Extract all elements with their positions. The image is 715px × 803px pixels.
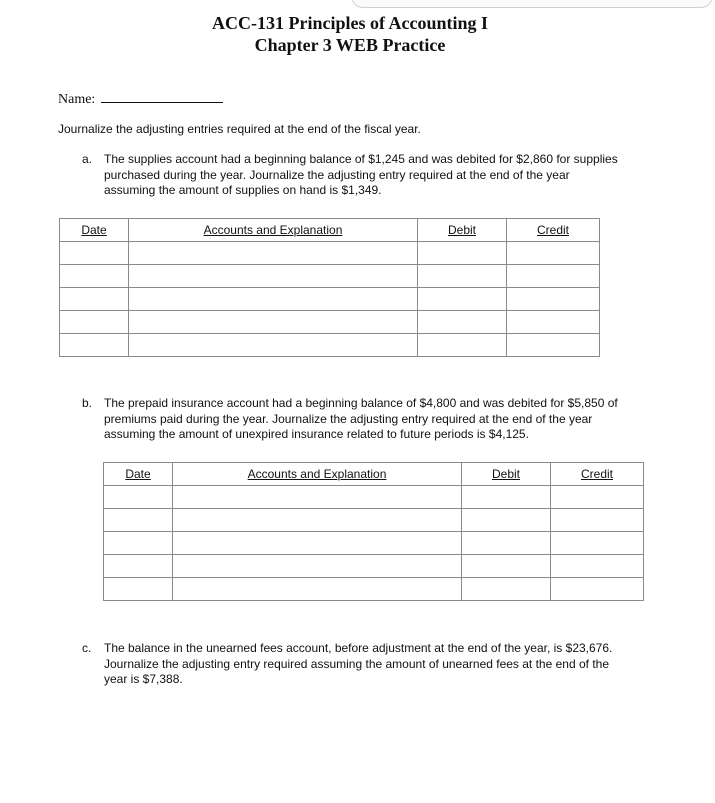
date-cell[interactable]	[60, 334, 129, 357]
debit-cell[interactable]	[462, 555, 551, 578]
problem-letter: b.	[82, 396, 93, 410]
debit-cell[interactable]	[418, 265, 507, 288]
page-subtitle: Chapter 3 WEB Practice	[254, 35, 446, 55]
header-accounts: Accounts and Explanation	[173, 463, 462, 486]
table-row	[104, 509, 644, 532]
header-date: Date	[60, 219, 129, 242]
page-title: ACC-131 Principles of Accounting I	[212, 13, 488, 33]
account-cell[interactable]	[129, 265, 418, 288]
problem-letter: c.	[82, 641, 92, 655]
date-cell[interactable]	[60, 242, 129, 265]
table-row	[60, 311, 600, 334]
table-row	[60, 242, 600, 265]
header-debit: Debit	[462, 463, 551, 486]
problem-line: purchased during the year. Journalize the adjusting entry required at the end of the year	[104, 167, 570, 182]
window-corner-tab	[351, 0, 713, 8]
credit-cell[interactable]	[507, 242, 600, 265]
journal-table-a	[59, 218, 600, 357]
table-row	[104, 578, 644, 601]
credit-cell[interactable]	[507, 311, 600, 334]
problem-line: year is $7,388.	[104, 672, 183, 686]
account-cell[interactable]	[173, 509, 462, 532]
debit-cell[interactable]	[462, 486, 551, 509]
table-row	[60, 334, 600, 357]
problem-b	[82, 396, 692, 444]
problem-text	[104, 396, 618, 443]
header-credit: Credit	[507, 219, 600, 242]
credit-cell[interactable]	[507, 288, 600, 311]
date-cell[interactable]	[60, 311, 129, 334]
table-row	[104, 555, 644, 578]
problem-text	[104, 641, 612, 688]
journal-table-b	[103, 462, 644, 601]
problem-a	[82, 152, 682, 200]
problem-line: premiums paid during the year. Journalize the adjusting entry required at the end of the year	[104, 411, 593, 426]
problem-c	[82, 641, 692, 689]
credit-cell[interactable]	[551, 509, 644, 532]
credit-cell[interactable]	[507, 334, 600, 357]
debit-cell[interactable]	[418, 334, 507, 357]
debit-cell[interactable]	[462, 509, 551, 532]
account-cell[interactable]	[129, 242, 418, 265]
debit-cell[interactable]	[462, 532, 551, 555]
problem-line: Journalize the adjusting entry required assuming the amount of unearned fees at the end of the	[104, 656, 609, 671]
date-cell[interactable]	[104, 509, 173, 532]
credit-cell[interactable]	[551, 486, 644, 509]
header-credit: Credit	[551, 463, 644, 486]
table-row	[104, 486, 644, 509]
debit-cell[interactable]	[418, 242, 507, 265]
problem-line: assuming the amount of unexpired insurance related to future periods is $4,125.	[104, 427, 529, 441]
date-cell[interactable]	[104, 555, 173, 578]
date-cell[interactable]	[60, 265, 129, 288]
account-cell[interactable]	[129, 311, 418, 334]
account-cell[interactable]	[129, 288, 418, 311]
name-blank-line[interactable]	[101, 90, 223, 103]
credit-cell[interactable]	[551, 555, 644, 578]
problem-text	[104, 152, 618, 199]
account-cell[interactable]	[173, 486, 462, 509]
date-cell[interactable]	[104, 532, 173, 555]
debit-cell[interactable]	[462, 578, 551, 601]
account-cell[interactable]	[173, 578, 462, 601]
date-cell[interactable]	[60, 288, 129, 311]
header-date: Date	[104, 463, 173, 486]
problem-line: The balance in the unearned fees account, before adjustment at the end of the year, is $23,676.	[104, 641, 613, 655]
problem-line: The supplies account had a beginning balance of $1,245 and was debited for $2,860 for supplies	[104, 152, 618, 166]
header-accounts: Accounts and Explanation	[129, 219, 418, 242]
table-row	[60, 288, 600, 311]
debit-cell[interactable]	[418, 311, 507, 334]
name-row	[58, 90, 223, 108]
table-row	[60, 265, 600, 288]
problem-line: assuming the amount of supplies on hand is $1,349.	[104, 183, 382, 197]
name-label: Name:	[58, 92, 96, 107]
account-cell[interactable]	[173, 532, 462, 555]
problem-line: The prepaid insurance account had a beginning balance of $4,800 and was debited for $5,850 of	[104, 396, 618, 410]
date-cell[interactable]	[104, 578, 173, 601]
credit-cell[interactable]	[507, 265, 600, 288]
instructions: Journalize the adjusting entries required at the end of the fiscal year.	[58, 122, 421, 136]
date-cell[interactable]	[104, 486, 173, 509]
debit-cell[interactable]	[418, 288, 507, 311]
credit-cell[interactable]	[551, 532, 644, 555]
account-cell[interactable]	[173, 555, 462, 578]
account-cell[interactable]	[129, 334, 418, 357]
credit-cell[interactable]	[551, 578, 644, 601]
table-row	[104, 532, 644, 555]
header-debit: Debit	[418, 219, 507, 242]
problem-letter: a.	[82, 152, 93, 166]
